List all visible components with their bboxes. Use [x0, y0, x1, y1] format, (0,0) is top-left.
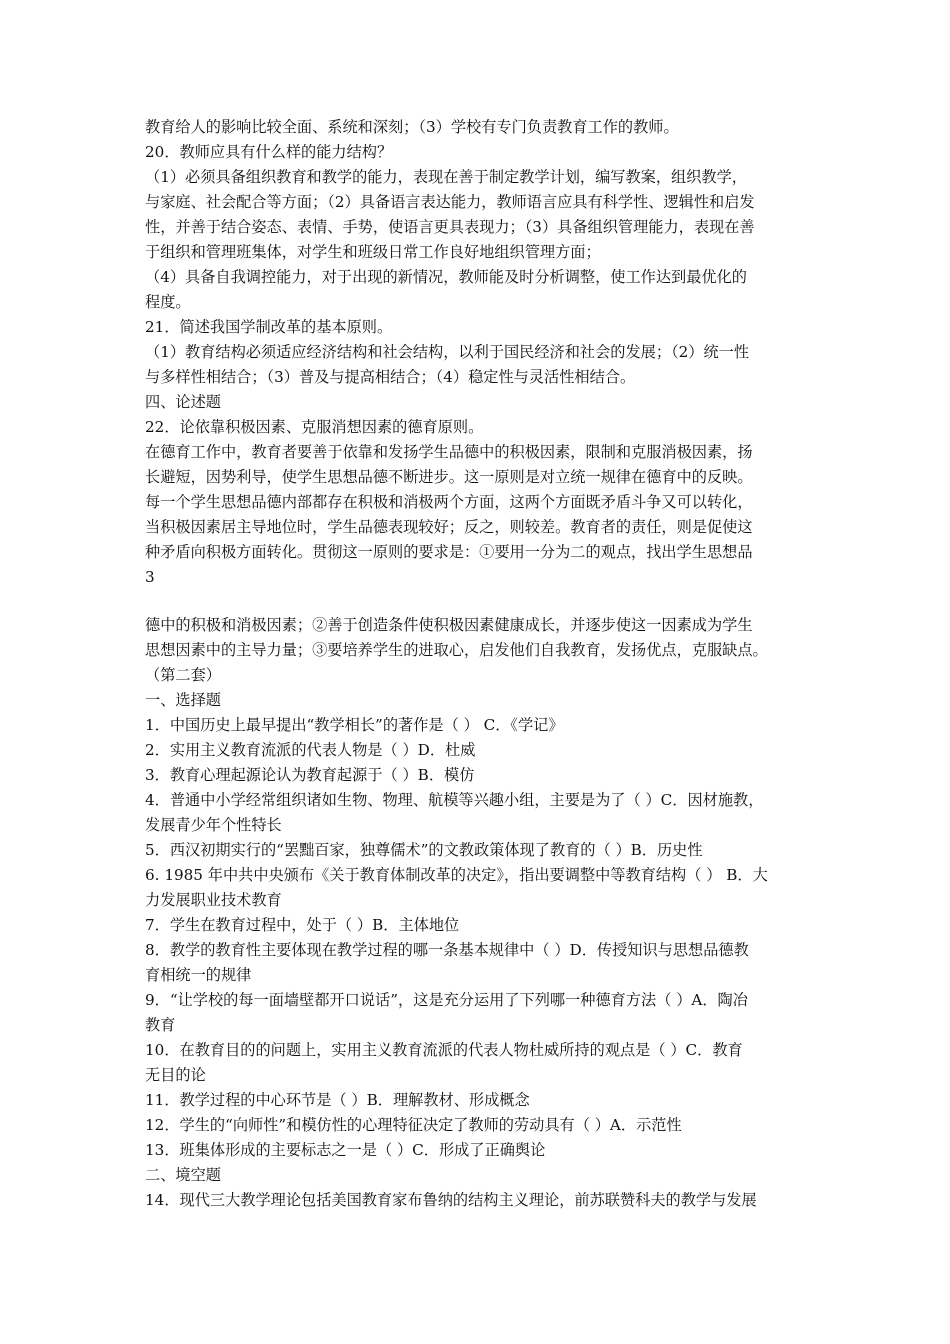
- text-line: 程度。: [145, 293, 191, 311]
- question-item: 10．在教育目的的问题上，实用主义教育流派的代表人物杜威所持的观点是（ ）C．教育: [145, 1041, 743, 1059]
- set-heading: （第二套）: [145, 666, 221, 684]
- question-item: 3．教育心理起源论认为教育起源于（ ）B．模仿: [145, 766, 475, 784]
- question-item: 12．学生的“向师性”和模仿性的心理特征决定了教师的劳动具有（ ）A．示范性: [145, 1116, 682, 1134]
- section-heading: 四、论述题: [145, 393, 221, 411]
- section-heading: 二、境空题: [145, 1166, 221, 1184]
- text-line: 种矛盾向积极方面转化。贯彻这一原则的要求是：①要用一分为二的观点，找出学生思想品: [145, 543, 753, 561]
- text-line: 德中的积极和消极因素；②善于创造条件使积极因素健康成长，并逐步使这一因素成为学生: [145, 616, 753, 634]
- page-number: 3: [145, 568, 155, 586]
- text-line: 性，并善于结合姿态、表情、手势，使语言更具表现力；（3）具备组织管理能力，表现在善: [145, 218, 755, 236]
- question-item: 9．“让学校的每一面墙壁都开口说话”，这是充分运用了下列哪一种德育方法（ ）A．陶冶: [145, 991, 748, 1009]
- question-item: 13．班集体形成的主要标志之一是（ ）C．形成了正确舆论: [145, 1141, 546, 1159]
- text-line: 教育给人的影响比较全面、系统和深刻；（3）学校有专门负责教育工作的教师。: [145, 118, 679, 136]
- question-item: 2．实用主义教育流派的代表人物是（ ）D．杜威: [145, 741, 476, 759]
- question-heading: 22．论依靠积极因素、克服消想因素的德育原则。: [145, 418, 484, 436]
- section-heading: 一、选择题: [145, 691, 221, 709]
- text-line: 力发展职业技术教育: [145, 891, 282, 909]
- text-line: 发展青少年个性特长: [145, 816, 282, 834]
- text-line: 当积极因素居主导地位时，学生品德表现较好；反之，则较差。教育者的责任，则是促使这: [145, 518, 753, 536]
- text-line: 在德育工作中，教育者要善于依靠和发扬学生品德中的积极因素，限制和克服消极因素，扬: [145, 443, 753, 461]
- question-item: 11．教学过程的中心环节是（ ）B．理解教材、形成概念: [145, 1091, 530, 1109]
- text-line: （4）具备自我调控能力，对于出现的新情况，教师能及时分析调整，使工作达到最优化的: [145, 268, 747, 286]
- question-heading: 20．教师应具有什么样的能力结构？: [145, 143, 393, 161]
- text-line: 教育: [145, 1016, 176, 1034]
- text-line: 于组织和管理班集体，对学生和班级日常工作良好地组织管理方面；: [145, 243, 601, 261]
- question-item: 1．中国历史上最早提出“教学相长”的著作是（ ） C．《学记》: [145, 716, 564, 734]
- question-item: 6. 1985 年中共中央颁布《关于教育体制改革的决定》，指出要调整中等教育结构（ ） B．大: [145, 866, 768, 884]
- question-item: 14．现代三大教学理论包括美国教育家布鲁纳的结构主义理论，前苏联赞科夫的教学与发展: [145, 1191, 757, 1209]
- text-line: （1）教育结构必须适应经济结构和社会结构，以利于国民经济和社会的发展；（2）统一性: [145, 343, 750, 361]
- question-heading: 21．简述我国学制改革的基本原则。: [145, 318, 393, 336]
- text-line: 无目的论: [145, 1066, 206, 1084]
- text-line: 每一个学生思想品德内部都存在积极和消极两个方面，这两个方面既矛盾斗争又可以转化，: [145, 493, 753, 511]
- question-item: 5．西汉初期实行的“罢黜百家，独尊儒术”的文教政策体现了教育的（ ）B．历史性: [145, 841, 703, 859]
- text-line: 思想因素中的主导力量；③要培养学生的进取心，启发他们自我教育，发扬优点，克服缺点。: [145, 641, 768, 659]
- question-item: 4．普通中小学经常组织诸如生物、物理、航模等兴趣小组，主要是为了（ ）C．因材施教，: [145, 791, 764, 809]
- text-line: （1）必须具备组织教育和教学的能力，表现在善于制定教学计划，编写教案，组织教学，: [145, 168, 747, 186]
- text-line: 与多样性相结合；（3）普及与提高相结合；（4）稳定性与灵活性相结合。: [145, 368, 636, 386]
- question-item: 8．教学的教育性主要体现在教学过程的哪一条基本规律中（ ）D．传授知识与思想品德教: [145, 941, 749, 959]
- text-line: 与家庭、社会配合等方面；（2）具备语言表达能力，教师语言应具有科学性、逻辑性和启发: [145, 193, 755, 211]
- text-line: 长避短，因势利导，使学生思想品德不断进步。这一原则是对立统一规律在德育中的反映。: [145, 468, 753, 486]
- text-line: 育相统一的规律: [145, 966, 252, 984]
- question-item: 7．学生在教育过程中，处于（ ）B．主体地位: [145, 916, 460, 934]
